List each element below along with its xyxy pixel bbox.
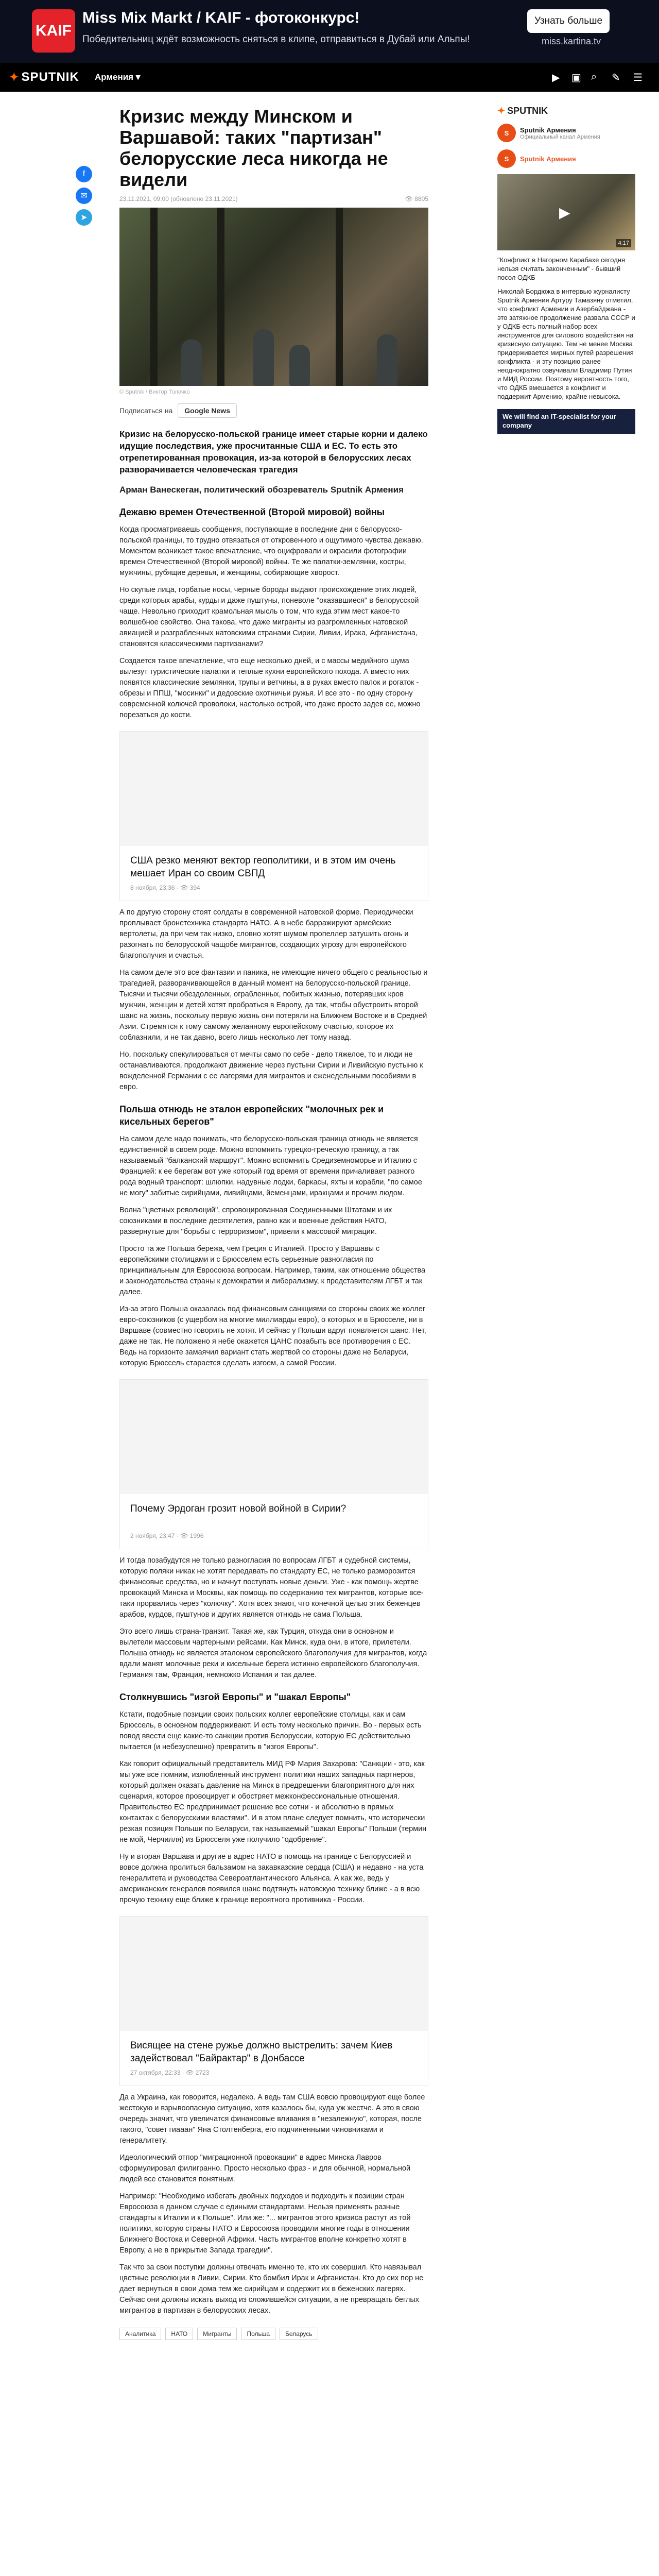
- paragraph: Так что за свои поступки должны отвечать именно те, кто их совершил. Кто навязывал цветные революции в Ливии, Сирии. Кто бомбил Ирак и Афганистан. Кто до сих пор не дает вернуться в свои дома тем же сирийцам и содержит их в беженских лагерях. Сейчас они должны искать выход из сложившейся ситуации, а не превращать беглых мигрантов в партизан в белорусских лесах.: [119, 2263, 424, 2315]
- hero-tree: [217, 208, 224, 386]
- tag[interactable]: Мигранты: [197, 2328, 237, 2340]
- eye-icon: 👁: [186, 2069, 194, 2076]
- search-icon[interactable]: ⌕: [591, 71, 597, 82]
- article-lead: Кризис на белорусско-польской границе имеет старые корни и далеко идущие последствия, уже просчитанные США и ЕС. То есть это отрепетированная провокация, из-за которой в белорусских лесах разворачивается человеческая трагедия: [119, 429, 428, 474]
- sidebar-channel[interactable]: [497, 124, 635, 142]
- related-article-title[interactable]: Висящее на стене ружье должно выстрелить: зачем Киев задействовал "Байрактар" в Донбассе: [130, 2040, 393, 2064]
- related-article-views: 2723: [195, 2069, 210, 2076]
- ad-logo: KAIF: [32, 9, 75, 53]
- image-caption: © Sputnik / Виктор Толочко: [119, 389, 190, 395]
- related-article-date: 27 октября, 22:33: [130, 2069, 181, 2076]
- paragraph: Просто та же Польша бережа, чем Греция с Италией. Просто у Варшавы с европейскими столицами и с Брюсселем есть серьезные разногласия по принципиальным для Евросоюза вопросам. Например, таким, как отношение общества и законодательства страны к демократии и либерализму, к представителям ЛГБТ и так далее.: [119, 1245, 426, 1296]
- article-views-count: 8805: [414, 195, 428, 202]
- related-article-image: [120, 1380, 428, 1494]
- related-article-date: 8 ноября, 23:36: [130, 884, 175, 891]
- ad-banner[interactable]: [0, 0, 659, 63]
- ad-text: Победительниц ждёт возможность сняться в клипе, отправиться в Дубай или Альпы!: [82, 34, 470, 45]
- eye-icon: 👁: [180, 884, 188, 891]
- sputnik-star-icon: ✦: [9, 71, 20, 83]
- paragraph: Создается такое впечатление, что еще несколько дней, и с массы медийного шума вылезут туристические палатки и теплые кухни европейского похода. А вместо них появятся классические землянки, трупы и ветчины, а в руках вместо палок и рогаток - обрезы и ППШ, "мосинки" и дедовские охотничьи ружья. И все это - по одну сторону современной колючей проволоки, настолько острой, что даже просто задев ее, можно порезаться до кости.: [119, 657, 421, 719]
- play-icon[interactable]: ▶: [559, 205, 570, 221]
- tag[interactable]: Польша: [241, 2328, 275, 2340]
- sidebar-video[interactable]: [497, 174, 635, 250]
- hero-tree: [336, 208, 343, 386]
- paragraph: Идеологический отпор "миграционной провокации" в адрес Минска Лавров сформулировал филигранно. Просто несколько фраз - и для обычной, нормальной людей все становится понятным.: [119, 2154, 411, 2183]
- section-heading: Столкнувшись "изгой Европы" и "шакал Европы": [119, 1692, 351, 1702]
- channel-subtitle: Официальный канал Армения: [520, 133, 600, 140]
- ad-site-link[interactable]: miss.kartina.tv: [542, 36, 601, 46]
- top-nav-bar: [0, 63, 659, 92]
- channel-avatar: S: [497, 124, 516, 142]
- subscribe-label: Подписаться на: [119, 406, 173, 415]
- related-article-meta: 2 ноября, 23:47 · 👁 1996: [130, 1532, 204, 1539]
- section-heading: Польша отнюдь не эталон европейских "молочных рек и кисельных берегов": [119, 1104, 384, 1127]
- tag[interactable]: Беларусь: [280, 2328, 318, 2340]
- site-logo[interactable]: [9, 70, 79, 84]
- sidebar-video-title[interactable]: "Конфликт в Нагорном Карабахе сегодня нельзя считать законченным" - бывший посол ОДКБ: [497, 256, 626, 281]
- region-label: Армения: [95, 72, 134, 82]
- related-article-title[interactable]: Почему Эрдоган грозит новой войной в Сирии?: [130, 1503, 346, 1514]
- article-title: Кризис между Минском и Варшавой: таких "партизан" белорусские леса никогда не видели: [119, 106, 388, 190]
- related-article-views: 1996: [189, 1532, 204, 1539]
- ad-title[interactable]: Miss Mix Markt / KAIF - фотоконкурс!: [82, 9, 360, 26]
- chevron-down-icon: ▾: [135, 72, 141, 82]
- section-heading: Дежавю времен Отечественной (Второй мировой) войны: [119, 507, 385, 517]
- paragraph: Когда просматриваешь сообщения, поступающие в последние дни с белорусско-польской границы, то трудно отвязаться от откровенного и ощутимого чувства дежавю. Моментом возникает такое впечатление, что оцифровали и окрасили фотографии времен Отечественной (Второй мировой) войны. Те же палатки-землянки, костры, мужчины, рубящие деревья, и женщины, собирающие хворост.: [119, 526, 423, 577]
- article-meta: [119, 195, 428, 202]
- sidebar: [497, 106, 635, 434]
- menu-icon[interactable]: ☰: [633, 72, 643, 83]
- related-article-card[interactable]: [119, 1379, 428, 1549]
- bookmark-icon[interactable]: ✎: [612, 72, 620, 83]
- article-hero-image[interactable]: [119, 208, 428, 386]
- related-article-card[interactable]: [119, 731, 428, 901]
- related-article-image: [120, 1917, 428, 2031]
- video-duration: 4:17: [616, 239, 631, 247]
- site-logo-text: SPUTNIK: [21, 70, 79, 84]
- paragraph: Как говорит официальный представитель МИД РФ Мария Захарова: "Санкции - это, как мы уже все помним, излюбленный инструмент политики наших западных партнеров, который должен оказать давление на Минск в предрешении благоприятного для них сценария, которое провоцирует и обостряет межконфессиональные отношения. Правительство ЕС предпринимает решение все сотни - и абсолютно в прямых контактах с белорусскими властями". И в этом плане следует помнить, что исторически резкая позиция Польши по Беларуси, так называемый "шакал Европы" Польши (термин не мой, Черчилля) из Брюсселя уже получило "одобрение".: [119, 1760, 427, 1844]
- related-article-card[interactable]: [119, 1916, 428, 2086]
- related-article-meta: 27 октября, 22:33 · 👁 2723: [130, 2069, 210, 2076]
- related-article-image: [120, 732, 428, 846]
- paragraph: Да а Украина, как говорится, недалеко. А ведь там США вовсю провоцируют еще более жестокую и взрывоопасную ситуацию, хотя казалось бы, куда уж жестче. А это в свою очередь значит, что увеличатся финансовые вливания в "незалежную", которая, после такого, "совет гиааан" Яна Столтенберга, его подчиненными чиновниками и генералитету.: [119, 2093, 425, 2145]
- paragraph: На самом деле это все фантазии и паника, не имеющие ничего общего с реальностью и трагедией, разворачивающейся в данный момент на белорусско-польской границе. Тысячи и тысячи обездоленных, ограбленных, побитых жизнью, потерявших кров мужчин, женщин и детей хотят пробраться в Европу, да так, чтобы обустроить второй шанс на жизнь, поскольку первую жизнь они потеряли на Ближнем Востоке и в Средней Азии. Стремятся к тому самому желанному европейскому счастью, которое их соблазнили, и не так давно, всего лишь несколько лет тому назад.: [119, 969, 428, 1042]
- hero-figure: [289, 345, 310, 386]
- channel-avatar: S: [497, 149, 516, 168]
- article: [119, 106, 428, 2340]
- sidebar-channel[interactable]: [497, 149, 635, 168]
- article-date: 23.11.2021, 09:00 (обновлено 23.11.2021): [119, 195, 238, 202]
- hero-figure: [253, 329, 274, 386]
- paragraph: И тогда позабудутся не только разногласия по вопросам ЛГБТ и судебной системы, которую поляки никак не хотят передавать по стандарту ЕС, не только разморозится финансовые средства, но и начнут поступать новые деньги. Уже - как помощь жертве провокаций Минска и Москвы, как помощь по содержанию тех мигрантов, которые все-таки прорвались через "колючку". Хотя всех знают, что конечной целью этих беженцев арабов, курдов, пуштунов и других является отнюдь не сама Польша.: [119, 1556, 424, 1619]
- paragraph: Это всего лишь страна-транзит. Такая же, как Турция, откуда они в основном и вылетели массовым чартерными рейсами. Как Минск, куда они, в итоге, прилетели. Польша отнюдь не является эталоном европейского благополучия для мигрантов, когда вдали манят молочные реки и кисельные берега истинно европейского благополучия. Германия там, Франция, немножко Испания и так далее.: [119, 1628, 427, 1679]
- article-author: Арман Ванескеган, политический обозреватель Sputnik Армения: [119, 485, 404, 495]
- eye-icon: 👁: [405, 195, 415, 202]
- google-news-subscribe: [119, 403, 428, 418]
- sputnik-star-icon: ✦: [497, 106, 506, 116]
- hero-figure: [377, 334, 397, 386]
- paragraph: Кстати, подобные позиции своих польских коллег европейские столицы, как и сам Брюссель, в основном поддерживают. И есть тому несколько причин. Во - первых есть повод ввести еще какие-то санкции против Белоруссии, которую ЕС действительно пытается (и небезуспешно) превратить в "изгоя Европы".: [119, 1710, 422, 1751]
- paragraph: Ну и вторая Варшава и другие в адрес НАТО в помощь на границе с Белоруссией и вовсе должна пролиться бальзамом на закавказские сердца (США) и недавно - на уста генералитета и руководства Североатлантического Альянса. А как же, ведь у американских генералов появился шанс подтянуть натовскую технику ближе - а в всю прочую технику еще ближе к границе вероятного противника - России.: [119, 1853, 424, 1904]
- article-views: [405, 195, 428, 202]
- sidebar-logo: [497, 106, 635, 116]
- region-selector[interactable]: [95, 72, 140, 82]
- play-icon[interactable]: ▶: [552, 72, 560, 83]
- share-telegram-icon[interactable]: ➤: [76, 209, 92, 226]
- channel-name: Sputnik Армения: [520, 126, 576, 134]
- video-icon[interactable]: ▣: [571, 72, 581, 83]
- tag[interactable]: НАТО: [165, 2328, 193, 2340]
- paragraph: Например: "Необходимо избегать двойных подходов и подходить к позиции стран Евросоюза в данном случае с едиными стандартами. Нельзя применять разные стандарты к Италии и к Польше". Или же: "... мигрантов этого кризиса растут из той политики, которую страны НАТО и Евросоюза проводили многие годы в отношении Ближнего Востока и Северной Африки. Часть мигрантов вполне конкретно хотят в Европу, а не в прикрытие Запада трагедии".: [119, 2192, 411, 2255]
- ad-cta-button[interactable]: Узнать больше: [527, 9, 610, 33]
- google-news-button[interactable]: Google News: [178, 403, 237, 418]
- related-article-date: 2 ноября, 23:47: [130, 1532, 175, 1539]
- tag[interactable]: Аналитика: [119, 2328, 161, 2340]
- paragraph: А по другую сторону стоят солдаты в современной натовской форме. Периодически проплывает бронетехника стандарта НАТО. А в небе барражируют армейские вертолеты, да при чем так низко, словно хотят шумом пропеллер затушить огонь и разогнать по белорусской чащобе мигрантов, создающих угрозу для европейского благополучия и счастья.: [119, 908, 413, 960]
- paragraph: Но, поскольку спекулироваться от мечты само по себе - дело тяжелое, то и люди не останавливаются, продолжают движение через пустыни Сирии и Ливийскую пустыню к вожделенной Германии с ее лагерями для мигрантов и еженедельными пособиями в евро.: [119, 1050, 423, 1091]
- related-article-views: 394: [189, 884, 200, 891]
- paragraph: На самом деле надо понимать, что белорусско-польская граница отнюдь не является единственной в своем роде. Можно вспомнить турецко-греческую границу, а так называемый "балканский маршрут". Можно вспомнить Средиземноморье и Италию с Францией: к ее берегам вот уже который год время от времени причаливает разного рода водный транспорт: шлюпки, надувные лодки, баркасы, яхты и корабли, "по самое не могу" забитые сирийцами, ливийцами, йеменцами, иракцами и прочим людом.: [119, 1135, 422, 1197]
- share-buttons: [76, 166, 92, 231]
- paragraph: Из-за этого Польша оказалась под финансовым санкциями со стороны своих же коллег евро-союзников (с ущербом на многие миллиарды евро), о которых и в Брюсселе, ни в Варшаве (совместно говорить не хотят. И сейчас у Польши вдруг появляется шанс. Нет, даже не так. Не положено я небе окажется ЦАНС позабыть все противоречия с ЕС. Ведь на горизонте замаячил вариант стать жертвой со стороны даже не Беларуси, которую Брюссель старается сделать изгоем, а самой России.: [119, 1305, 426, 1367]
- sidebar-logo-text: SPUTNIK: [507, 106, 548, 116]
- sidebar-video-description: Николай Бордюжа в интервью журналисту Sputnik Армения Артуру Тамазяну отметил, что конфликт Армении и Азербайджана - это затяжное продолжение развала СССР и у ОДКБ есть полный набор всех инструментов для силового воздействия на кризисную ситуацию. Тем не менее Москва придерживается мирных путей разрешения конфликта - и эту позицию ранее неоднократно озвучивали Владимир Путин и МИД России. Поэтому вероятность того, что ОДКБ вмешается в конфликт и поддержит Армению, крайне невысока.: [497, 287, 635, 400]
- eye-icon: 👁: [180, 1532, 188, 1539]
- share-facebook-icon[interactable]: f: [76, 166, 92, 182]
- paragraph: Волна "цветных революций", спровоцированная Соединенными Штатами и их союзниками в последние десятилетия, равно как и военные действия НАТО, развернутые для "борьбы с терроризмом", привели к массовой миграции.: [119, 1206, 392, 1236]
- related-article-meta: 8 ноября, 23:36 · 👁 394: [130, 884, 200, 891]
- promo-banner[interactable]: We will find an IT-specialist for your company: [497, 409, 635, 434]
- related-article-title[interactable]: США резко меняют вектор геополитики, и в этом им очень мешает Иран со своим СВПД: [130, 855, 396, 879]
- paragraph: Но скупые лица, горбатые носы, черные бороды выдают происхождение этих людей, среди которых арабы, курды и даже пуштуны, поневоле "оказавшиеся" в белорусской чаще. Невольно приходит крамольная мысль о том, что куда этим мест какое-то волшебное свойство. Она такова, что даже мигранты из разгромленных натовской авиацией и разграбленных натовскими странами Сирии, Ливии, Ирака, Афганистана, становятся классическими партизанами?: [119, 586, 419, 648]
- hero-tree: [150, 208, 158, 386]
- channel-name: Sputnik Армения: [520, 155, 576, 163]
- article-tags: [119, 2328, 428, 2340]
- share-vk-icon[interactable]: ✉: [76, 188, 92, 204]
- hero-figure: [181, 340, 202, 386]
